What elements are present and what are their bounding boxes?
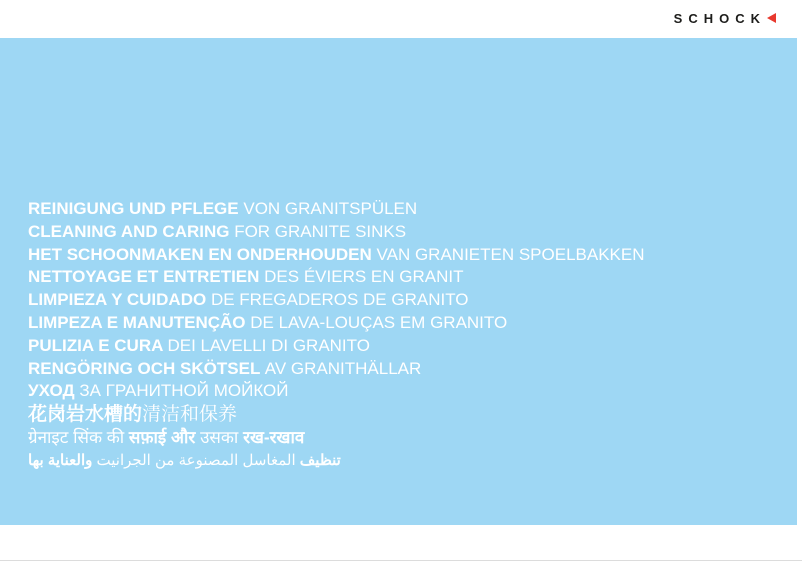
- title-segment: ЗА ГРАНИТНОЙ МОЙКОЙ: [79, 381, 289, 401]
- title-segment: रख-रखाव: [243, 428, 305, 448]
- title-line-ru: [28, 380, 645, 403]
- title-line-ar: [28, 449, 645, 472]
- title-segment: उसका: [200, 428, 244, 448]
- title-line-sv: [28, 358, 645, 381]
- title-segment: VAN GRANIETEN SPOELBAKKEN: [376, 244, 645, 264]
- title-line-de: [28, 198, 645, 221]
- title-segment: RENGÖRING OCH SKÖTSEL: [28, 358, 265, 378]
- title-segment: PULIZIA E CURA: [28, 335, 168, 355]
- title-line-nl: [28, 244, 645, 267]
- footer-divider: [0, 560, 802, 561]
- title-segment: المغاسل المصنوعة من الجرانيت: [92, 452, 296, 470]
- title-segment: DE FREGADEROS DE GRANITO: [210, 290, 469, 310]
- title-line-pt: [28, 312, 645, 335]
- footer-bar: [0, 525, 802, 566]
- title-segment: DES ÉVIERS EN GRANIT: [264, 267, 464, 287]
- title-line-en: [28, 221, 645, 244]
- logo-text: SCHOCK: [673, 10, 766, 26]
- title-segment: VON GRANITSPÜLEN: [243, 199, 418, 218]
- title-segment: ग्रेनाइट सिंक की: [28, 428, 129, 448]
- title-list: [28, 198, 645, 472]
- title-segment: NETTOYAGE ET ENTRETIEN: [28, 267, 265, 287]
- title-segment: 花岗岩水槽的: [28, 404, 143, 426]
- header-bar: [0, 0, 802, 38]
- title-segment: AV GRANITHÄLLAR: [264, 358, 422, 378]
- title-line-zh: [28, 403, 645, 426]
- title-segment: सफ़ाई और: [128, 428, 201, 448]
- title-line-it: [28, 335, 645, 358]
- title-segment: والعناية بها: [28, 452, 93, 470]
- title-segment: DE LAVA-LOUÇAS EM GRANITO: [250, 312, 508, 332]
- title-segment: 清洁和保养: [142, 404, 238, 426]
- title-segment: LIMPIEZA Y CUIDADO: [28, 290, 211, 310]
- title-segment: FOR GRANITE SINKS: [234, 221, 407, 241]
- logo-triangle-icon: [767, 13, 776, 23]
- title-segment: LIMPEZA E MANUTENÇÃO: [28, 312, 251, 332]
- title-segment: DEI LAVELLI DI GRANITO: [167, 335, 370, 355]
- title-segment: تنظيف: [295, 452, 341, 470]
- title-segment: CLEANING AND CARING: [28, 221, 235, 241]
- title-line-hi: [28, 426, 645, 449]
- title-segment: УХОД: [28, 381, 80, 401]
- title-line-fr: [28, 266, 645, 289]
- title-line-es: [28, 289, 645, 312]
- schock-logo: [674, 12, 776, 25]
- title-segment: HET SCHOONMAKEN EN ONDERHOUDEN: [28, 244, 377, 264]
- cover-panel: [0, 38, 797, 525]
- title-segment: REINIGUNG UND PFLEGE: [28, 199, 244, 218]
